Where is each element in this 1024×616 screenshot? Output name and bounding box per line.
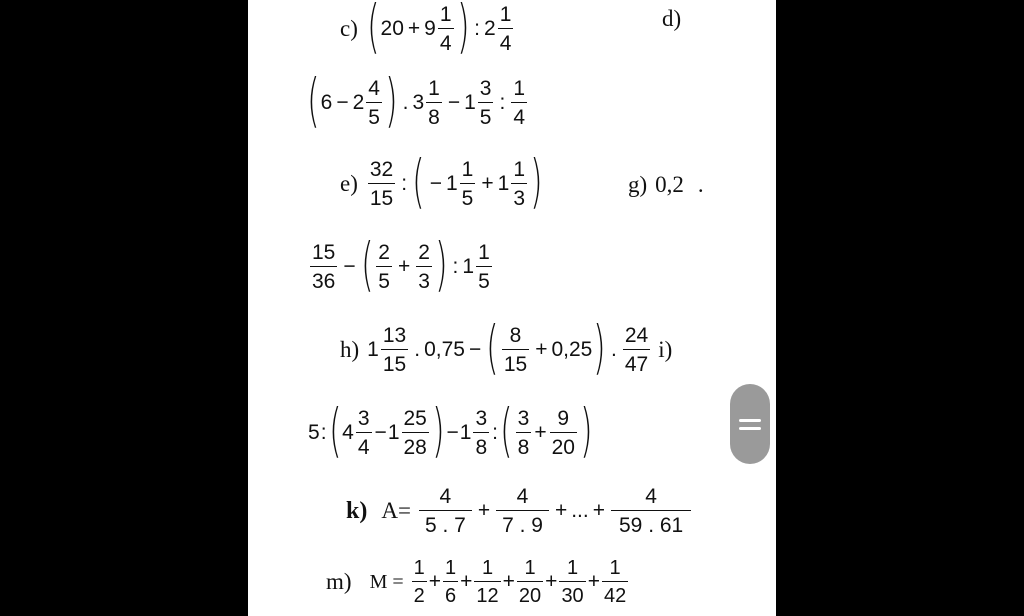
denominator: 5 xyxy=(366,102,382,128)
number: 5 xyxy=(308,421,320,444)
exercise-e xyxy=(340,147,544,215)
numerator: 3 xyxy=(475,407,488,430)
denominator: 12 xyxy=(474,581,500,606)
fraction xyxy=(376,242,392,292)
whole: 9 xyxy=(424,17,436,40)
denominator: 6 xyxy=(443,581,458,606)
operator: . xyxy=(610,338,617,361)
label-i: i) xyxy=(658,337,673,362)
label-h: h) xyxy=(340,337,360,362)
fraction xyxy=(602,558,628,606)
numerator: 4 xyxy=(368,77,380,100)
numerator: 15 xyxy=(312,241,336,264)
fraction xyxy=(611,486,691,536)
denominator: 28 xyxy=(402,432,429,458)
fraction xyxy=(438,4,454,54)
denominator: 3 xyxy=(416,266,432,292)
fraction xyxy=(502,325,529,375)
variable: M = xyxy=(369,570,404,593)
exercise-d xyxy=(306,66,529,134)
whole: 1 xyxy=(459,421,472,444)
fraction xyxy=(443,558,458,606)
numerator: 24 xyxy=(624,324,649,347)
denominator: 2 xyxy=(412,581,427,606)
operator: . xyxy=(402,91,409,114)
numerator: 4 xyxy=(439,485,452,508)
denominator: 5 xyxy=(478,102,494,128)
denominator: 4 xyxy=(438,28,454,54)
fraction xyxy=(460,159,476,209)
operator: : xyxy=(499,91,506,114)
numerator: 32 xyxy=(369,158,394,181)
whole: 1 xyxy=(462,255,475,278)
paren-close: ) xyxy=(431,396,445,464)
whole: 3 xyxy=(412,91,425,114)
fraction xyxy=(368,159,395,209)
operator: + xyxy=(545,570,558,593)
exercise-m xyxy=(326,558,630,606)
operator: + xyxy=(397,255,411,278)
number: 0,25 xyxy=(551,338,593,361)
numerator: 4 xyxy=(516,485,529,508)
numerator: 1 xyxy=(439,3,452,26)
numerator: 25 xyxy=(403,407,427,430)
paren-close: ) xyxy=(435,230,448,298)
label-m: m) xyxy=(326,569,352,594)
denominator: 20 xyxy=(517,581,543,606)
drag-handle-icon[interactable] xyxy=(730,384,770,464)
denominator: 15 xyxy=(381,349,408,375)
paren-open: ( xyxy=(307,66,320,134)
fraction xyxy=(496,486,549,536)
label-e: e) xyxy=(340,171,358,196)
denominator: 4 xyxy=(498,28,514,54)
paren-open: ( xyxy=(366,0,380,60)
fraction xyxy=(476,242,492,292)
operator: . xyxy=(697,172,704,197)
operator: + xyxy=(535,338,548,361)
numerator: 1 xyxy=(428,77,440,100)
number: 0,75 xyxy=(424,338,465,361)
fraction xyxy=(426,78,442,128)
exercise-k xyxy=(346,486,693,536)
exercise-d-label-line xyxy=(662,6,689,32)
fraction xyxy=(498,4,514,54)
operator: : xyxy=(452,255,459,278)
denominator: 8 xyxy=(516,432,532,458)
fraction xyxy=(412,558,427,606)
number: 20 xyxy=(380,17,404,40)
fraction xyxy=(402,408,429,458)
fraction xyxy=(478,78,494,128)
denominator: 3 xyxy=(511,183,527,209)
variable: A= xyxy=(381,498,411,523)
fraction xyxy=(517,558,543,606)
fraction xyxy=(623,325,650,375)
exercise-g-head xyxy=(628,172,704,198)
fraction xyxy=(310,242,337,292)
paren-open: ( xyxy=(412,147,425,215)
numerator: 9 xyxy=(557,407,570,430)
operator: + xyxy=(587,570,600,593)
operator: + xyxy=(534,421,547,444)
numerator: 1 xyxy=(461,158,474,181)
numerator: 1 xyxy=(481,557,494,579)
operator: : xyxy=(320,421,327,444)
fraction xyxy=(511,159,527,209)
exercise-c xyxy=(340,0,515,58)
denominator: 15 xyxy=(502,349,529,375)
operator: − xyxy=(343,255,356,278)
whole: 1 xyxy=(497,172,510,195)
fraction xyxy=(511,78,527,128)
operator: − xyxy=(374,421,387,444)
operator: − xyxy=(468,338,482,361)
operator: + xyxy=(481,172,494,195)
handle-bar xyxy=(739,419,761,422)
whole: 1 xyxy=(445,172,458,195)
operator: − xyxy=(447,91,461,114)
numerator: 2 xyxy=(378,241,390,264)
operator: : xyxy=(474,17,480,40)
operator: : xyxy=(492,421,498,444)
numerator: 1 xyxy=(513,158,525,181)
numerator: 1 xyxy=(413,557,425,579)
numerator: 1 xyxy=(478,241,490,264)
paren-open: ( xyxy=(500,396,513,464)
paren-close: ) xyxy=(580,396,593,464)
exercise-g xyxy=(308,230,494,298)
label-d: d) xyxy=(662,6,682,31)
numerator: 1 xyxy=(524,557,536,579)
numerator: 1 xyxy=(609,557,621,579)
denominator: 30 xyxy=(559,581,585,606)
denominator: 5 xyxy=(476,266,492,292)
worksheet-page xyxy=(248,0,776,616)
numerator: 3 xyxy=(517,407,530,430)
ellipsis: ... xyxy=(571,499,589,522)
paren-close: ) xyxy=(593,313,606,381)
operator: + xyxy=(592,499,605,522)
paren-close: ) xyxy=(456,0,470,60)
operator: − xyxy=(429,172,442,195)
paren-open: ( xyxy=(328,396,342,464)
paren-open: ( xyxy=(486,313,499,381)
label-g: g) xyxy=(628,172,648,197)
fraction xyxy=(474,558,500,606)
denominator: 7 . 9 xyxy=(496,510,549,536)
handle-bar xyxy=(739,427,761,430)
whole: 1 xyxy=(464,91,476,114)
fraction xyxy=(516,408,532,458)
denominator: 47 xyxy=(623,349,650,375)
whole: 1 xyxy=(387,421,400,444)
paren-close: ) xyxy=(530,147,543,215)
denominator: 5 xyxy=(376,266,392,292)
numerator: 13 xyxy=(382,324,407,347)
label-k: k) xyxy=(346,497,368,524)
numerator: 8 xyxy=(509,324,522,347)
denominator: 5 . 7 xyxy=(419,510,472,536)
exercise-h xyxy=(340,313,680,381)
operator: + xyxy=(554,499,568,522)
denominator: 4 xyxy=(356,432,372,458)
denominator: 8 xyxy=(426,102,442,128)
denominator: 59 . 61 xyxy=(611,510,691,536)
numerator: 3 xyxy=(479,77,492,100)
denominator: 20 xyxy=(550,432,577,458)
fraction xyxy=(356,408,372,458)
whole: 2 xyxy=(352,91,365,114)
denominator: 8 xyxy=(473,432,489,458)
operator: + xyxy=(407,17,421,40)
whole: 4 xyxy=(342,421,354,444)
operator: + xyxy=(502,570,515,593)
operator: + xyxy=(460,570,473,593)
exercise-i xyxy=(308,396,594,464)
operator: : xyxy=(401,172,408,195)
numerator: 3 xyxy=(357,407,370,430)
paren-open: ( xyxy=(360,230,374,298)
number: 6 xyxy=(320,91,333,114)
operator: . xyxy=(414,338,421,361)
operator: + xyxy=(477,499,491,522)
fraction xyxy=(419,486,472,536)
operator: − xyxy=(446,421,459,444)
numerator: 2 xyxy=(418,241,430,264)
fraction xyxy=(473,408,489,458)
label-c: c) xyxy=(340,16,358,41)
numerator: 4 xyxy=(645,485,657,508)
denominator: 5 xyxy=(460,183,476,209)
denominator: 36 xyxy=(310,266,337,292)
fraction xyxy=(381,325,408,375)
denominator: 4 xyxy=(511,102,527,128)
paren-close: ) xyxy=(385,66,398,134)
numerator: 1 xyxy=(513,77,525,100)
operator: + xyxy=(428,570,442,593)
number: 0,2 xyxy=(655,172,684,197)
fraction xyxy=(559,558,585,606)
denominator: 15 xyxy=(368,183,395,209)
numerator: 1 xyxy=(445,557,457,579)
fraction xyxy=(550,408,577,458)
fraction xyxy=(366,78,382,128)
whole: 1 xyxy=(367,338,379,361)
numerator: 1 xyxy=(499,3,512,26)
numerator: 1 xyxy=(567,557,579,579)
fraction xyxy=(416,242,432,292)
denominator: 42 xyxy=(602,581,628,606)
whole: 2 xyxy=(484,17,496,40)
operator: − xyxy=(336,91,349,114)
